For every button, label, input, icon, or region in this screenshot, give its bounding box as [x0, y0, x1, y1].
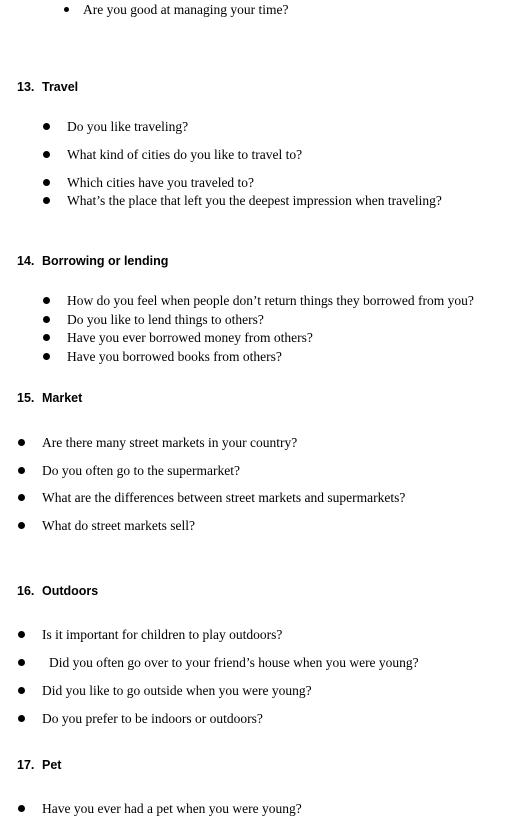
bullet-icon	[43, 123, 50, 130]
list-item: Do you like to lend things to others?	[67, 312, 264, 327]
section-number: 15.	[17, 391, 35, 405]
list-item: How do you feel when people don’t return things they borrowed from you?	[67, 293, 474, 308]
bullet-icon	[43, 151, 50, 158]
list-item: Have you ever borrowed money from others?	[67, 330, 313, 345]
bullet-icon	[43, 334, 50, 341]
bullet-icon	[18, 659, 25, 666]
bullet-icon	[18, 715, 25, 722]
bullet-icon	[18, 687, 25, 694]
list-item: Have you ever had a pet when you were young?	[42, 801, 302, 816]
section-heading-market	[17, 390, 82, 406]
bullet-icon	[18, 805, 25, 812]
list-item: Do you like traveling?	[67, 119, 189, 134]
list-item: Did you often go over to your friend’s house when you were young?	[49, 655, 419, 670]
bullet-icon	[18, 467, 25, 474]
section-number: 14.	[17, 254, 35, 268]
list-item: What’s the place that left you the deepest impression when traveling?	[67, 193, 442, 208]
bullet-icon	[18, 439, 25, 446]
section-number: 16.	[17, 584, 35, 598]
list-item: Do you often go to the supermarket?	[42, 463, 240, 478]
section-title: Travel	[42, 80, 79, 94]
list-item: Did you like to go outside when you were young?	[42, 683, 312, 698]
list-item: Which cities have you traveled to?	[67, 175, 255, 190]
list-item: Have you borrowed books from others?	[67, 349, 282, 364]
section-number: 17.	[17, 758, 35, 772]
bullet-icon	[18, 631, 25, 638]
section-number: 13.	[17, 80, 35, 94]
section-heading-travel	[17, 79, 78, 95]
section-title: Market	[42, 391, 83, 405]
list-item: Is it important for children to play outdoors?	[42, 627, 283, 642]
bullet-icon	[43, 297, 50, 304]
section-title: Borrowing or lending	[42, 254, 169, 268]
list-item: Are there many street markets in your country?	[42, 435, 298, 450]
list-item: What do street markets sell?	[42, 518, 195, 533]
section-title: Pet	[42, 758, 62, 772]
section-heading-pet	[17, 757, 61, 773]
section-title: Outdoors	[42, 584, 99, 598]
section-heading-outdoors	[17, 583, 98, 599]
bullet-icon	[18, 494, 25, 501]
bullet-icon	[64, 7, 69, 12]
bullet-icon	[43, 353, 50, 360]
list-item: What are the differences between street markets and supermarkets?	[42, 490, 406, 505]
list-item: What kind of cities do you like to travel to?	[67, 147, 303, 162]
bullet-icon	[43, 197, 50, 204]
bullet-icon	[18, 522, 25, 529]
bullet-icon	[43, 316, 50, 323]
section-heading-borrowing	[17, 253, 168, 269]
bullet-icon	[43, 179, 50, 186]
list-item: Are you good at managing your time?	[83, 2, 289, 17]
list-item: Do you prefer to be indoors or outdoors?	[42, 711, 263, 726]
